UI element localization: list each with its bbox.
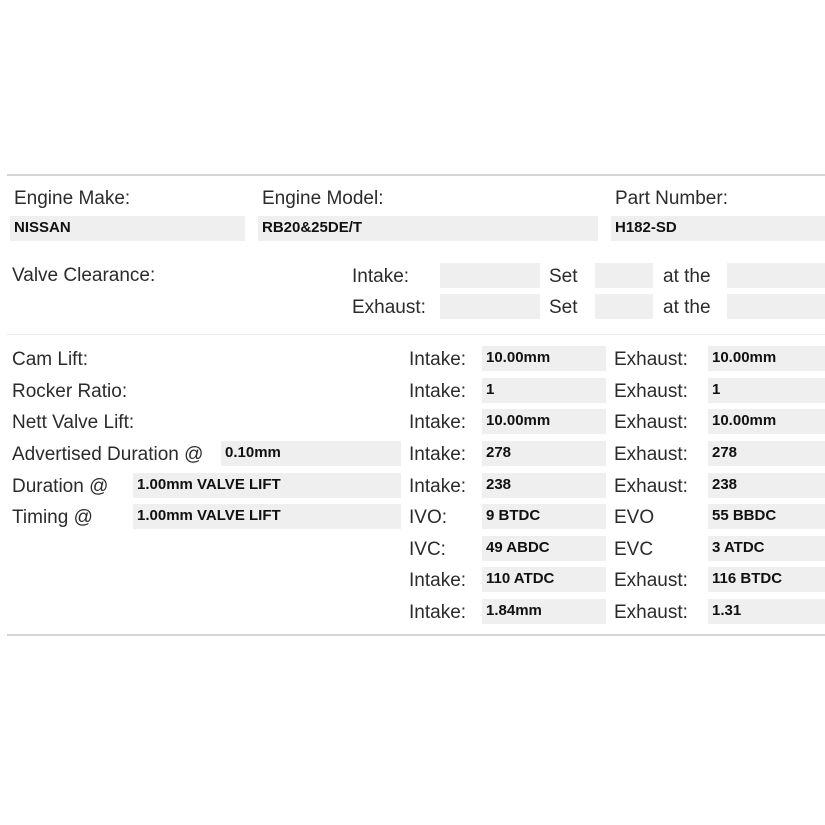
clearance-intake-set-label: Set — [549, 266, 578, 287]
clearance-exhaust-label: Exhaust: — [352, 297, 426, 318]
row-right-label: Exhaust: — [614, 349, 688, 370]
clearance-exhaust-at-the-field[interactable] — [727, 294, 825, 319]
row-right-value[interactable]: 238 — [708, 473, 825, 498]
row-left-label: Intake: — [409, 444, 467, 465]
row-right-label: Exhaust: — [614, 381, 688, 402]
advertised-duration-label: Advertised Duration @ — [12, 444, 204, 465]
clearance-exhaust-set-field[interactable] — [595, 294, 653, 319]
engine-make-field[interactable]: NISSAN — [10, 216, 245, 241]
row-left-value[interactable]: 278 — [482, 441, 606, 466]
row-right-label: Exhaust: — [614, 412, 688, 433]
row-left-label: IVO: — [409, 507, 448, 528]
row-left-value[interactable]: 10.00mm — [482, 409, 606, 434]
bottom-divider — [7, 634, 825, 636]
row-right-label: Exhaust: — [614, 476, 688, 497]
row-left-label: Intake: — [409, 381, 467, 402]
clearance-intake-set-field[interactable] — [595, 263, 653, 288]
engine-model-field[interactable]: RB20&25DE/T — [258, 216, 598, 241]
row-left-value[interactable]: 1 — [482, 378, 606, 403]
row-right-label: Exhaust: — [614, 602, 688, 623]
clearance-intake-at-the-field[interactable] — [727, 263, 825, 288]
advertised-duration-field[interactable]: 0.10mm — [221, 441, 401, 466]
nett-valve-lift-label: Nett Valve Lift: — [12, 412, 135, 433]
row-right-label: EVC — [614, 539, 654, 560]
part-number-field[interactable]: H182-SD — [611, 216, 825, 241]
row-right-value[interactable]: 3 ATDC — [708, 536, 825, 561]
engine-make-label: Engine Make: — [14, 188, 131, 209]
duration-field[interactable]: 1.00mm VALVE LIFT — [133, 473, 401, 498]
top-divider — [7, 174, 825, 176]
row-left-label: Intake: — [409, 349, 467, 370]
row-left-value[interactable]: 9 BTDC — [482, 504, 606, 529]
row-left-value[interactable]: 110 ATDC — [482, 567, 606, 592]
row-right-value[interactable]: 1.31 — [708, 599, 825, 624]
row-left-value[interactable]: 1.84mm — [482, 599, 606, 624]
duration-label: Duration @ — [12, 476, 109, 497]
part-number-label: Part Number: — [615, 188, 728, 209]
section-divider — [7, 334, 825, 335]
row-right-label: Exhaust: — [614, 444, 688, 465]
clearance-exhaust-at-the-label: at the — [663, 297, 711, 318]
valve-clearance-label: Valve Clearance: — [12, 265, 156, 286]
clearance-intake-label: Intake: — [352, 266, 410, 287]
clearance-intake-field[interactable] — [440, 263, 540, 288]
engine-model-label: Engine Model: — [262, 188, 384, 209]
row-right-value[interactable]: 10.00mm — [708, 409, 825, 434]
row-right-value[interactable]: 278 — [708, 441, 825, 466]
clearance-exhaust-set-label: Set — [549, 297, 578, 318]
row-right-value[interactable]: 55 BBDC — [708, 504, 825, 529]
row-right-value[interactable]: 10.00mm — [708, 346, 825, 371]
row-right-label: EVO — [614, 507, 655, 528]
cam-lift-label: Cam Lift: — [12, 349, 89, 370]
row-right-label: Exhaust: — [614, 570, 688, 591]
row-right-value[interactable]: 1 — [708, 378, 825, 403]
row-left-label: Intake: — [409, 570, 467, 591]
timing-label: Timing @ — [12, 507, 93, 528]
row-left-label: IVC: — [409, 539, 446, 560]
row-left-label: Intake: — [409, 476, 467, 497]
row-left-value[interactable]: 238 — [482, 473, 606, 498]
clearance-exhaust-field[interactable] — [440, 294, 540, 319]
rocker-ratio-label: Rocker Ratio: — [12, 381, 128, 402]
clearance-intake-at-the-label: at the — [663, 266, 711, 287]
row-left-label: Intake: — [409, 602, 467, 623]
row-left-value[interactable]: 10.00mm — [482, 346, 606, 371]
row-left-value[interactable]: 49 ABDC — [482, 536, 606, 561]
row-left-label: Intake: — [409, 412, 467, 433]
row-right-value[interactable]: 116 BTDC — [708, 567, 825, 592]
timing-field[interactable]: 1.00mm VALVE LIFT — [133, 504, 401, 529]
